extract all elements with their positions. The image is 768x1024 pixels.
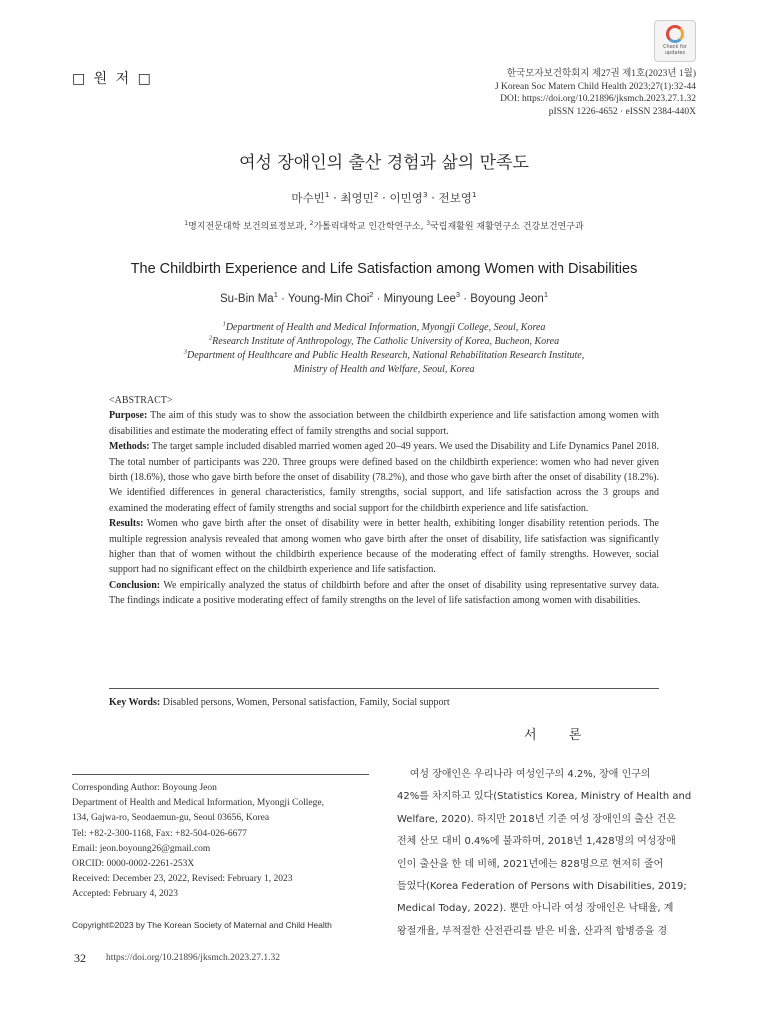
affiliation-line bbox=[0, 363, 768, 377]
title-korean: 여성 장애인의 출산 경험과 삶의 만족도 bbox=[239, 153, 529, 173]
affil-text: Department of Health and Medical Information, Myongji College, Seoul, Korea bbox=[225, 322, 546, 333]
correspondence-line: Department of Health and Medical Information, Myongji College, bbox=[72, 798, 324, 809]
affil-text: 국립재활원 재활연구소 건강보건연구과 bbox=[430, 222, 584, 232]
methods-label: Methods: bbox=[109, 441, 150, 453]
crossmark-icon bbox=[666, 25, 684, 43]
affiliations-english bbox=[0, 321, 768, 377]
correspondence-line: ORCID: 0000-0002-2261-253X bbox=[72, 859, 195, 870]
affiliation-line bbox=[0, 349, 768, 363]
author-affil-mark: 2 bbox=[369, 290, 374, 300]
conclusion-text: We empirically analyzed the status of childbirth before and after the onset of disability using representative survey data. The findings indicate a positive moderating effect of family strengths on the level of life satisfaction among women with disabilities. bbox=[109, 579, 659, 607]
abstract-heading: <ABSTRACT> bbox=[109, 395, 173, 406]
author-name: 이민영 bbox=[389, 191, 423, 205]
abstract-methods bbox=[109, 439, 659, 516]
badge-label: Check for updates bbox=[663, 44, 687, 56]
author-name: Minyoung Lee bbox=[383, 293, 456, 305]
journal-issn: pISSN 1226-4652 · eISSN 2384-440X bbox=[548, 106, 696, 117]
body-line: 왕절개율, 부적절한 산전관리를 받은 비율, 산과적 합병증을 경 bbox=[397, 925, 668, 937]
affil-text: 가톨릭대학교 인간학연구소, bbox=[313, 222, 427, 232]
title-english: The Childbirth Experience and Life Satisfaction among Women with Disabilities bbox=[130, 261, 638, 277]
author-name: Su-Bin Ma bbox=[220, 293, 274, 305]
affiliation-line bbox=[0, 321, 768, 335]
abstract bbox=[109, 393, 659, 609]
methods-text: The target sample included disabled married women aged 20–49 years. We used the Disability and Life Dynamics Panel 2018. The total number of participants was 220. Three groups were defined based on the childbirth experience: women who had never given birth (18.6%), those who gave birth before the onset of disability (78.2%), and those who gave birth after the onset of disability (18.2%). We identified differences in general characteristics, family strengths, social support, and life satisfaction across the 3 groups and examined the moderating effect of family strengths and social support for the childbirth experience and life satisfaction. bbox=[109, 441, 659, 514]
correspondence-block bbox=[72, 781, 382, 903]
authors-english: Su-Bin $Ma^1$ · Young-Min Choi$^2$ · Minyoung Lee$^3$ · Boyoung Jeon$^1$ bbox=[220, 290, 548, 305]
results-label: Results: bbox=[109, 518, 144, 530]
abstract-purpose bbox=[109, 408, 659, 439]
author-name: Boyoung Jeon bbox=[470, 293, 544, 305]
affil-mark: 3 bbox=[426, 221, 431, 227]
affil-text: Research Institute of Anthropology, The Catholic University of Korea, Bucheon, Korea bbox=[212, 336, 560, 347]
keywords-label: Key Words: bbox=[109, 697, 161, 708]
body-line: Welfare, 2020). 하지만 2018년 기준 여성 장애인의 출산 건은 bbox=[397, 813, 677, 825]
correspondence-line: Accepted: February 4, 2023 bbox=[72, 889, 179, 900]
keywords bbox=[109, 697, 659, 708]
abstract-conclusion bbox=[109, 578, 659, 609]
body-line: 여성 장애인은 우리나라 여성인구의 4.2%, 장애 인구의 bbox=[397, 769, 651, 780]
authors-korean: 마수빈$^1$ · 최영민$^2$ · 이민영$^3$ · 전보영$^1$ bbox=[291, 190, 477, 205]
conclusion-label: Conclusion: bbox=[109, 579, 161, 591]
author-name: 최영민 bbox=[340, 191, 374, 205]
results-text: Women who gave birth after the onset of disability were in better health, exhibiting longer disability retention periods. The multiple regression analysis revealed that among women who gave birth after the onset of disability, life satisfaction was significantly higher than that of women without the childbirth experience because of the moderating effect of family strengths. However, social support had no significant effect on the childbirth experience and life satisfaction. bbox=[109, 518, 659, 576]
footnote-divider bbox=[72, 774, 369, 775]
abstract-results bbox=[109, 516, 659, 578]
body-line: 전체 산모 대비 0.4%에 불과하며, 2018년 1,428명의 여성장애 bbox=[397, 836, 676, 848]
body-line: 42%를 차지하고 있다(Statistics Korea, Ministry of Health and bbox=[397, 791, 692, 803]
purpose-text: The aim of this study was to show the association between the childbirth experience and life satisfaction among women with disabilities and estimate the moderating effect of family strengths and social support. bbox=[109, 410, 659, 437]
journal-citation: J Korean Soc Matern Child Health 2023;27(1):32-44 bbox=[494, 81, 696, 92]
correspondence-line: Received: December 23, 2022, Revised: February 1, 2023 bbox=[72, 874, 293, 885]
page-number: 32 bbox=[74, 951, 86, 965]
affil-mark: 2 bbox=[208, 334, 213, 342]
author-affil-mark: 1 bbox=[543, 290, 548, 300]
affil-mark: 3 bbox=[183, 348, 188, 356]
journal-line-ko: 한국모자보건학회지 제27권 제1호(2023년 1월) bbox=[506, 69, 696, 79]
article-type-label: □ 원 저 □ bbox=[72, 71, 153, 87]
author-affil-mark: 1 bbox=[273, 290, 278, 300]
affiliation-line bbox=[0, 335, 768, 349]
check-for-updates-badge[interactable] bbox=[654, 20, 696, 62]
footer-doi-link[interactable]: https://doi.org/10.21896/jksmch.2023.27.1.32 bbox=[106, 953, 280, 963]
author-name: Young-Min Choi bbox=[287, 293, 370, 305]
correspondence-line: 134, Gajwa-ro, Seodaemun-gu, Seoul 03656, Korea bbox=[72, 813, 270, 824]
author-affil-mark: 3 bbox=[455, 290, 461, 300]
body-line: 들었다(Korea Federation of Persons with Disabilities, 2019; bbox=[397, 881, 687, 893]
body-line: 인이 출산을 한 데 비해, 2021년에는 828명으로 현저히 줄어 bbox=[397, 858, 664, 870]
correspondence-line: Corresponding Author: Boyoung Jeon bbox=[72, 783, 217, 793]
affil-text: Ministry of Health and Welfare, Seoul, Korea bbox=[293, 364, 475, 375]
affil-mark: 1 bbox=[184, 221, 189, 227]
introduction-body bbox=[397, 764, 696, 943]
affil-text: Department of Healthcare and Public Health Research, National Rehabilitation Research Institute, bbox=[187, 350, 585, 361]
journal-doi[interactable]: DOI: https://doi.org/10.21896/jksmch.2023.27.1.32 bbox=[500, 94, 696, 104]
journal-info bbox=[495, 68, 696, 118]
correspondence-line: Email: jeon.boyoung26@gmail.com bbox=[72, 843, 211, 854]
author-affil-mark: 2 bbox=[373, 190, 379, 200]
abstract-divider bbox=[109, 688, 659, 689]
affil-mark: 1 bbox=[222, 320, 226, 328]
copyright-notice: Copyright©2023 by The Korean Society of Maternal and Child Health bbox=[72, 920, 332, 930]
author-affil-mark: 3 bbox=[422, 190, 428, 200]
correspondence-line: Tel: +82-2-300-1168, Fax: +82-504-026-6677 bbox=[72, 828, 247, 839]
author-affil-mark: 1 bbox=[471, 190, 477, 200]
body-line: Medical Today, 2022). 뿐만 아니라 여성 장애인은 낙태율, 계 bbox=[397, 903, 674, 915]
affil-text: 명지전문대학 보건의료정보과, bbox=[188, 222, 310, 232]
keywords-text: Disabled persons, Women, Personal satisfaction, Family, Social support bbox=[160, 697, 450, 708]
author-affil-mark: 1 bbox=[324, 190, 330, 200]
section-heading-introduction: 서 론 bbox=[524, 728, 596, 743]
purpose-label: Purpose: bbox=[109, 410, 148, 422]
author-name: 전보영 bbox=[438, 191, 472, 205]
affil-mark: 2 bbox=[309, 221, 314, 227]
author-name: 마수빈 bbox=[291, 191, 325, 205]
affiliations-korean bbox=[0, 219, 768, 232]
